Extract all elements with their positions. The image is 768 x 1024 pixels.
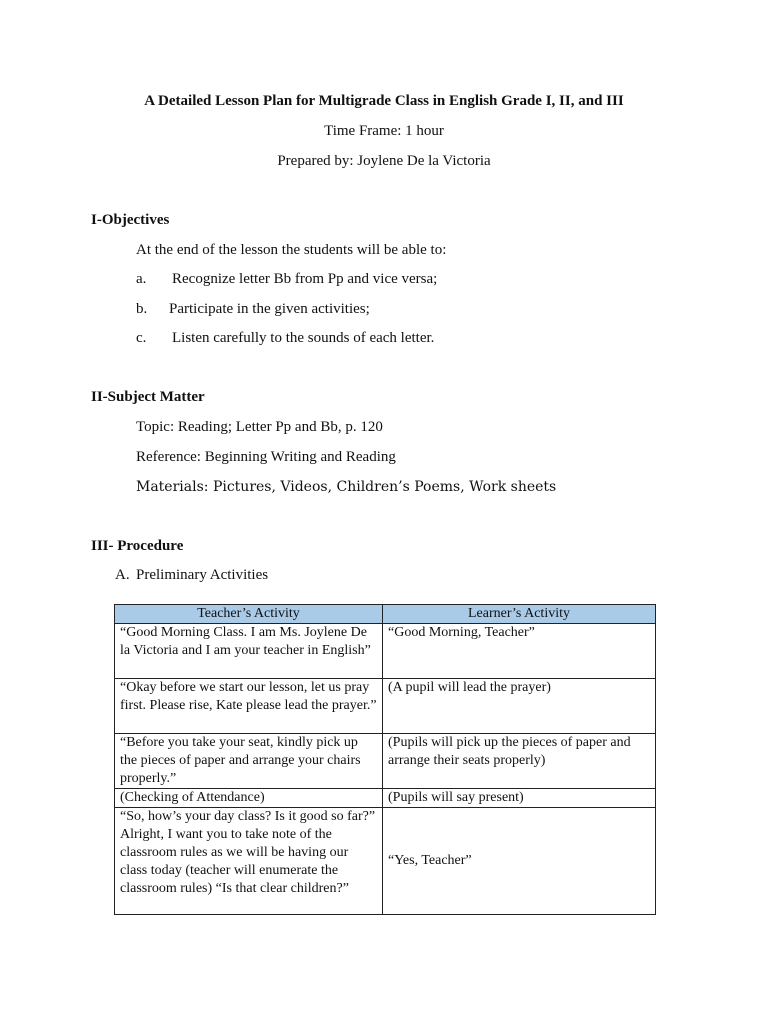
learner-activity-cell: (A pupil will lead the prayer) — [383, 679, 656, 734]
subject-topic: Topic: Reading; Letter Pp and Bb, p. 120 — [136, 419, 383, 435]
teacher-activity-cell: “So, how’s your day class? Is it good so far?” Alright, I want you to take note of the classroom rules as we will be having our class today (teacher will enumerate the classroom rules) “Is that clear children?” — [115, 808, 383, 915]
subject-materials: Materials: Pictures, Videos, Children’s Poems, Work sheets — [136, 479, 557, 495]
objectives-intro: At the end of the lesson the students will be able to: — [136, 242, 447, 258]
objective-text: Recognize letter Bb from Pp and vice versa; — [172, 271, 438, 287]
document-title: A Detailed Lesson Plan for Multigrade Class in English Grade I, II, and III — [144, 93, 624, 109]
teacher-activity-cell: “Good Morning Class. I am Ms. Joylene De la Victoria and I am your teacher in English” — [115, 624, 383, 679]
teacher-activity-cell: “Before you take your seat, kindly pick up the pieces of paper and arrange your chairs properly.” — [115, 734, 383, 789]
table-row — [115, 808, 656, 915]
objective-marker: b. — [136, 301, 148, 317]
activity-table — [114, 604, 656, 915]
table-row — [115, 624, 656, 679]
prepared-by: Prepared by: Joylene De la Victoria — [277, 153, 491, 169]
teacher-activity-header: Teacher’s Activity — [115, 605, 383, 624]
teacher-activity-cell: (Checking of Attendance) — [115, 789, 383, 808]
objective-text: Participate in the given activities; — [169, 301, 370, 317]
learner-activity-cell: (Pupils will pick up the pieces of paper and arrange their seats properly) — [383, 734, 656, 789]
table-header-row — [115, 605, 656, 624]
section-marker: A. — [115, 567, 130, 583]
table-row — [115, 789, 656, 808]
learner-activity-header: Learner’s Activity — [383, 605, 656, 624]
objective-marker: c. — [136, 330, 147, 346]
objective-text: Listen carefully to the sounds of each letter. — [172, 330, 435, 346]
section-title: Preliminary Activities — [136, 567, 269, 583]
teacher-activity-cell: “Okay before we start our lesson, let us pray first. Please rise, Kate please lead the prayer.” — [115, 679, 383, 734]
table-row — [115, 734, 656, 789]
objectives-heading: I-Objectives — [91, 212, 170, 228]
table-row — [115, 679, 656, 734]
learner-activity-cell: (Pupils will say present) — [383, 789, 656, 808]
learner-activity-cell: “Yes, Teacher” — [383, 808, 656, 915]
learner-activity-cell: “Good Morning, Teacher” — [383, 624, 656, 679]
subject-reference: Reference: Beginning Writing and Reading — [136, 449, 396, 465]
time-frame: Time Frame: 1 hour — [324, 123, 444, 139]
procedure-heading: III- Procedure — [91, 538, 184, 554]
subject-matter-heading: II-Subject Matter — [91, 389, 205, 405]
objective-marker: a. — [136, 271, 147, 287]
